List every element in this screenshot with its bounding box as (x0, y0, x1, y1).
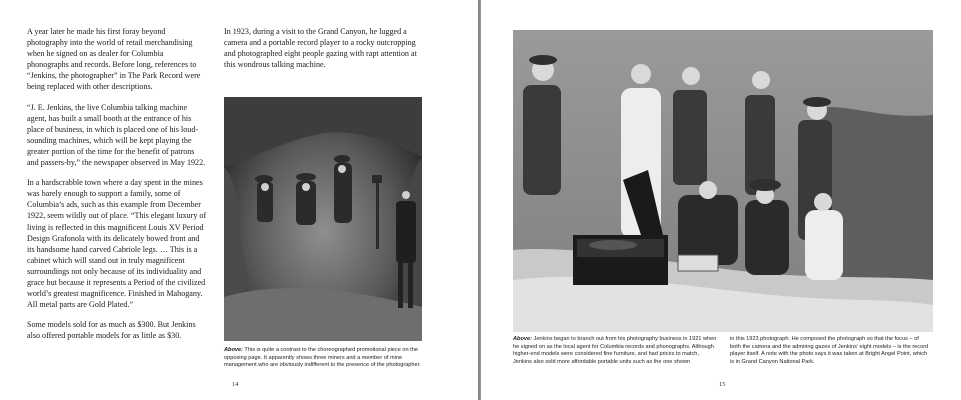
left-text-column (27, 26, 207, 350)
miners-photo (224, 97, 422, 341)
page-number: 15 (719, 381, 726, 388)
caption-lead: Above: (224, 347, 243, 353)
paragraph: In 1923, during a visit to the Grand Canyon, he lugged a camera and a portable record player to a rocky outcropping and photographed eight people gazing with rapt attention at this wondrous talking machine. (224, 27, 417, 70)
caption-lead: Above: (513, 336, 532, 342)
grand-canyon-photo (513, 30, 933, 332)
paragraph: A year later he made his first foray beyond photography into the world of retail merchandising when he signed on as dealer for Columbia phonographs and records. Before long, references to “Jenkins, the photographer” in The Park Record were being replaced with other descriptions. (27, 27, 201, 92)
paragraph: Some models sold for as much as $300. But Jenkins also offered portable models for as little as $30. (27, 320, 196, 341)
photo-caption-part-1 (513, 336, 718, 366)
left-page (0, 0, 479, 400)
caption-text: This is quite a contrast to the choreographed promotional piece on the opposing page. It apparently shows three miners and a member of mine management who are obviously indifferent to the presence of the photographer. (224, 347, 421, 369)
photo-caption-part-2: in this 1923 photograph. He composed the photograph so that the focus – of both the camera and the admiring gazes of Jenkins’ eight models – is the record player itself. A note with the photo says it was taken at Bright Angel Point, which is in Grand Canyon National Park. (730, 336, 929, 365)
photo-caption (224, 347, 434, 370)
caption-text: Jenkins began to branch out from his photography business in 1921 when he signed on as the local agent for Columbia records and phonographs. Although higher-end models were considered fine furniture, and had prices to match, Jenkins also sold more affordable portable units such as the one shown (513, 336, 717, 365)
paragraph: “J. E. Jenkins, the live Columbia talking machine agent, has built a small booth at the entrance of his place of business, in which is placed one of his loud-sounding machines, which will be kept playing the greater portion of the time for the benefit of patrons and passers-by,” the newspaper observed in May 1922. (27, 102, 206, 168)
page-number: 14 (232, 381, 239, 388)
right-text-column (224, 26, 428, 70)
paragraph: In a hardscrabble town where a day spent in the mines was barely enough to support a family, some of Columbia’s ads, such as this example from December 1922, seem wildly out of place. “This elegant luxury of living is reflected in this magnificent Louis XV Period Design Grafonola with its delicately bowed front and its handsome hand carved Cabriole legs. … This is a cabinet which will stand out in truly magnificent surroundings not only because of its individuality and grace but because it represents a Period of the civilized world’s greatest magnificence. Finished in Mahogany. All metal parts are Gold Plated.” (27, 178, 207, 310)
